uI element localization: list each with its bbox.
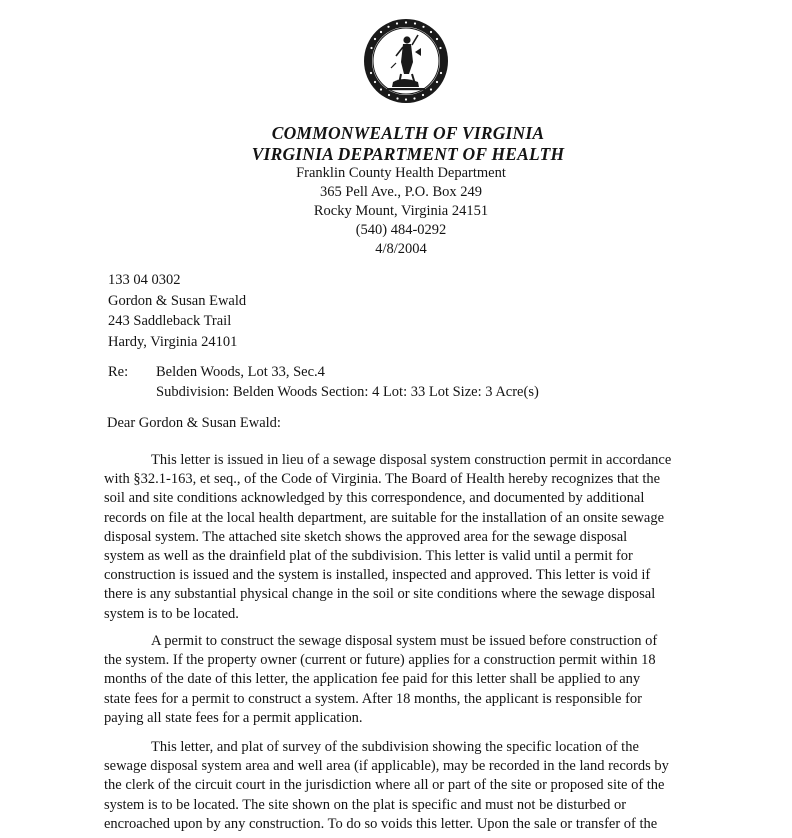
paragraph-line: system is to be located. The site shown on the plat is specific and must not be disturbed or [104, 796, 627, 813]
paragraph-line: This letter, and plat of survey of the subdivision showing the specific location of the [151, 739, 639, 755]
paragraph-line: system as well as the drainfield plat of the subdivision. This letter is valid until a permit for [104, 548, 633, 565]
phone-number: (540) 484-0292 [355, 222, 447, 238]
paragraph-line: state fees for a permit to construct a system. After 18 months, the applicant is responsible for [104, 690, 642, 707]
body-paragraph [104, 738, 699, 834]
paragraph-line: months of the date of this letter, the application fee paid for this letter shall be applied to any [104, 671, 641, 688]
paragraph-line: encroached upon by any construction. To do so voids this letter. Upon the sale or transfer of the [104, 815, 658, 832]
paragraph-line: soil and site conditions acknowledged by this correspondence, and documented by additional [104, 490, 645, 507]
paragraph-line: there is any substantial physical change in the soil or site conditions where the sewage disposal [104, 586, 656, 603]
street-address: 365 Pell Ave., P.O. Box 249 [319, 184, 483, 200]
city-state-zip: Rocky Mount, Virginia 24151 [313, 203, 489, 219]
letter-date: 4/8/2004 [375, 241, 427, 257]
paragraph-line: disposal system. The attached site sketch shows the approved area for the sewage disposal [104, 528, 628, 545]
body-paragraph [104, 451, 699, 624]
body-paragraph [104, 632, 699, 728]
paragraph-line: This letter is issued in lieu of a sewage disposal system construction permit in accordance [151, 452, 672, 468]
subject-line: Subdivision: Belden Woods Section: 4 Lot: 33 Lot Size: 3 Acre(s) [156, 384, 539, 400]
paragraph-line: records on file at the local health department, are suitable for the installation of an onsite sewage [104, 509, 665, 526]
recipient-block [108, 270, 246, 352]
paragraph-line: the clerk of the circuit court in the jurisdiction where all or part of the site or proposed site of the [104, 777, 665, 794]
paragraph-line: the system. If the property owner (current or future) applies for a construction permit within 18 [104, 652, 656, 669]
recipient-line: Hardy, Virginia 24101 [108, 333, 238, 350]
subject-label: Re: [108, 364, 129, 380]
paragraph-line: construction is issued and the system is installed, inspected and approved. This letter is void if [104, 567, 651, 584]
paragraph-line: paying all state fees for a permit application. [104, 709, 363, 726]
paragraph-line: sewage disposal system area and well area (if applicable), may be recorded in the land records by [104, 758, 669, 775]
subject-line: Belden Woods, Lot 33, Sec.4 [156, 364, 325, 380]
recipient-line: 243 Saddleback Trail [108, 313, 232, 329]
letterhead-address [0, 164, 792, 259]
paragraph-line: A permit to construct the sewage disposal system must be issued before construction of [151, 633, 658, 649]
agency-name-line2: VIRGINIA DEPARTMENT OF HEALTH [251, 144, 565, 164]
paragraph-line: system is to be located. [104, 605, 239, 622]
recipient-line: 133 04 0302 [108, 272, 181, 288]
paragraph-line: with §32.1-163, et seq., of the Code of Virginia. The Board of Health hereby recognizes that the [104, 471, 661, 488]
department-name: Franklin County Health Department [296, 165, 506, 181]
salutation: Dear Gordon & Susan Ewald: [107, 415, 281, 431]
agency-name-line1: COMMONWEALTH OF VIRGINIA [271, 123, 545, 143]
recipient-line: Gordon & Susan Ewald [108, 292, 247, 309]
virginia-state-seal [363, 18, 449, 104]
